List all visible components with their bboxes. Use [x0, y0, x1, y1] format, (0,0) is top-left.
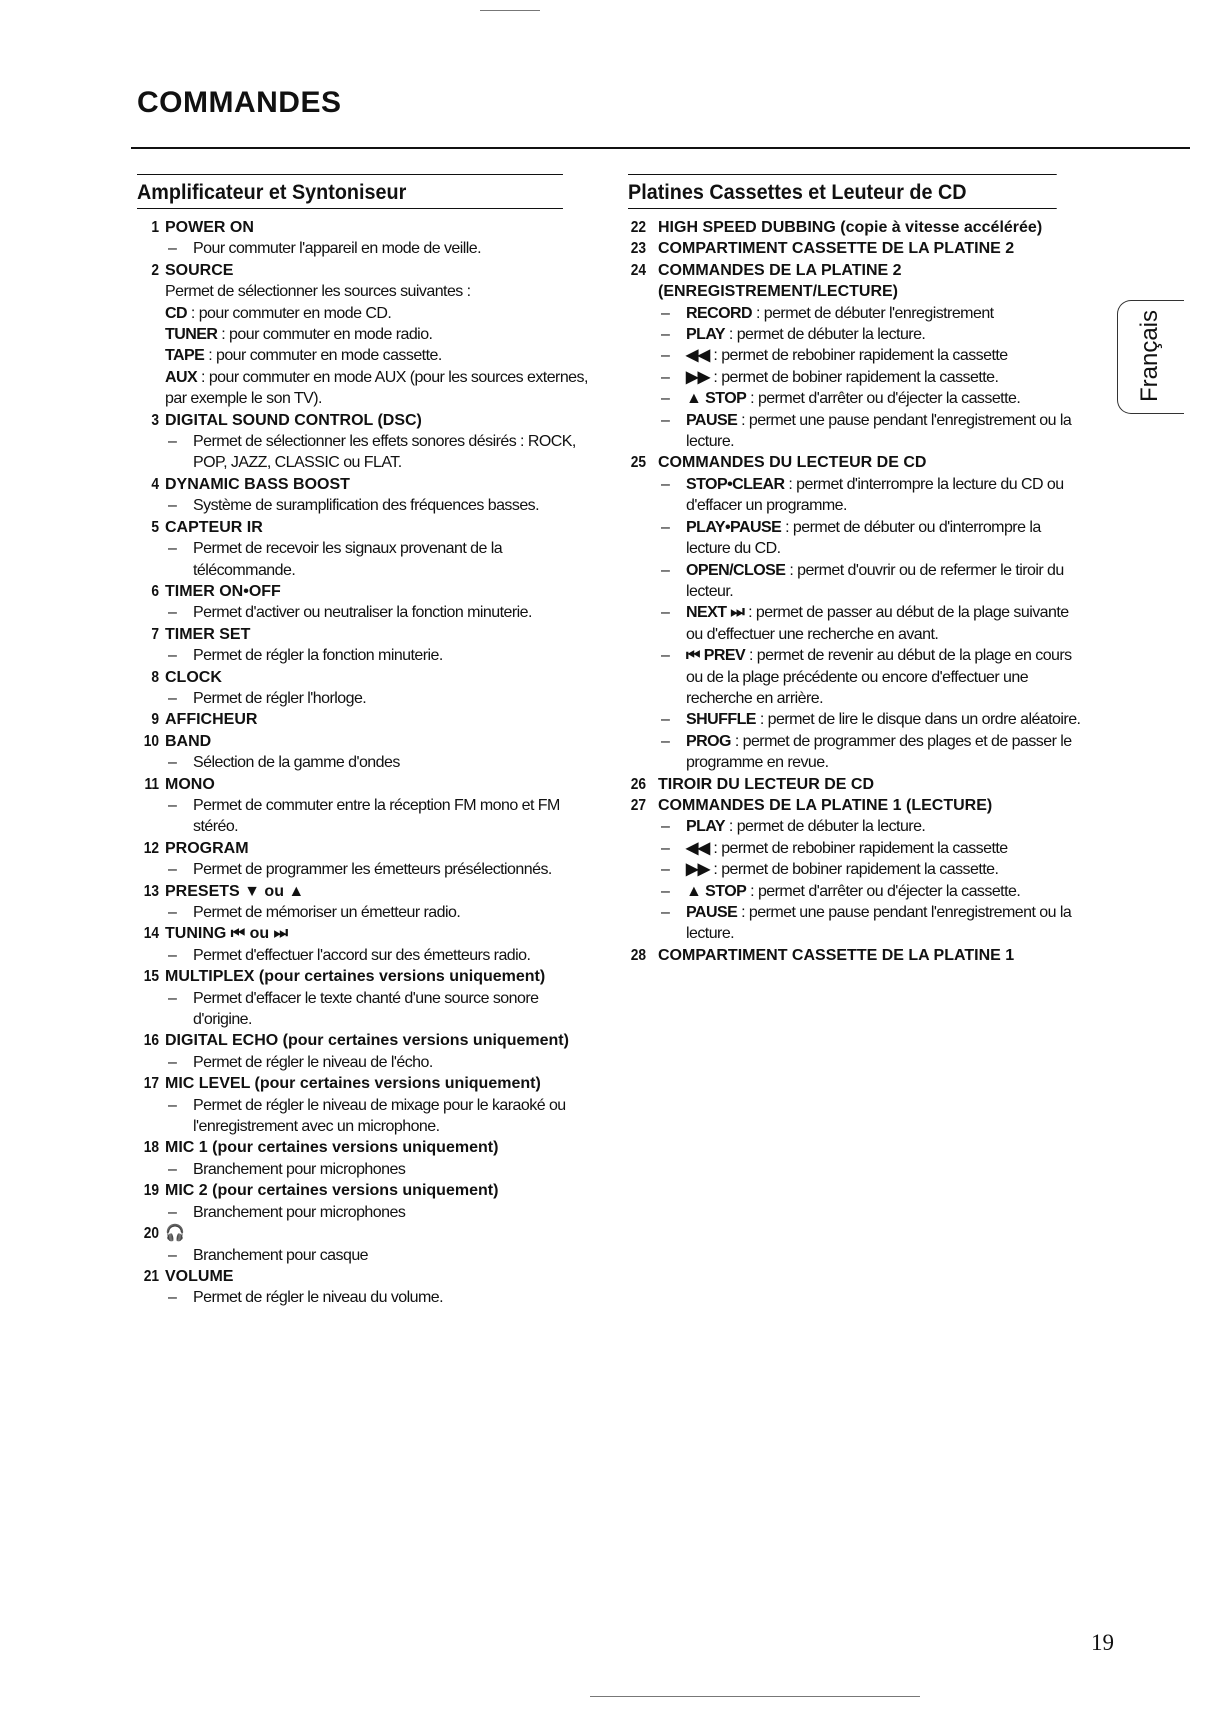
command-item [137, 581, 600, 624]
command-item [628, 238, 1094, 259]
description-bullet [165, 945, 600, 966]
description-text: Permet de régler le niveau de l'écho. [193, 1053, 433, 1071]
description-bullet [658, 902, 1094, 923]
item-number: 8 [151, 668, 159, 686]
item-title: COMMANDES DE LA PLATINE 2 [658, 261, 902, 279]
description-text: Permet de régler la fonction minuterie. [193, 647, 443, 665]
item-number: 15 [143, 968, 159, 986]
dash-marker: – [661, 326, 670, 344]
description-text: Permet de recevoir les signaux provenant de la [193, 540, 503, 558]
dash-marker: – [168, 497, 177, 515]
description-text: : permet de rebobiner rapidement la cassette [709, 347, 1008, 365]
description-text: Permet de régler le niveau de mixage pour le karaoké ou [193, 1096, 566, 1114]
description-text: Pour commuter l'appareil en mode de veille. [193, 240, 482, 258]
control-label: CD [165, 304, 188, 322]
dash-marker: – [168, 861, 177, 879]
control-label: ⏮ PREV [686, 647, 746, 665]
item-number: 24 [630, 261, 646, 279]
description-bullet [165, 602, 600, 623]
description-text: lecture. [686, 925, 735, 943]
item-number: 23 [630, 240, 646, 258]
command-item [628, 260, 1094, 453]
right-item-list [628, 217, 1094, 966]
command-item [137, 667, 600, 710]
dash-marker: – [168, 1053, 177, 1071]
description-continuation [658, 495, 1094, 516]
dash-marker: – [661, 475, 670, 493]
command-item [628, 452, 1094, 773]
control-label: PAUSE [686, 411, 738, 429]
description-bullet [658, 367, 1094, 388]
item-number: 3 [151, 411, 159, 429]
item-title: MIC 1 (pour certaines versions uniquement) [165, 1139, 499, 1157]
dash-marker: – [661, 647, 670, 665]
control-label: PAUSE [686, 904, 738, 921]
control-label: PLAY [686, 326, 726, 344]
dash-marker: – [168, 240, 177, 258]
command-item [137, 709, 600, 730]
description-text: d'origine. [193, 1011, 252, 1029]
description-text: ou de la plage précédente ou encore d'effectuer une [686, 668, 1029, 686]
description-text: recherche en arrière. [686, 689, 823, 707]
item-number: 13 [143, 882, 159, 900]
description-text: Permet d'effectuer l'accord sur des émetteurs radio. [193, 946, 531, 964]
item-title-continuation: (ENREGISTREMENT/LECTURE) [658, 283, 898, 301]
description-continuation [165, 452, 600, 473]
item-title: COMMANDES DU LECTEUR DE CD [658, 454, 927, 472]
description-continuation [658, 431, 1094, 452]
description-text: : pour commuter en mode CD. [187, 304, 392, 322]
description-text: programme en revue. [686, 754, 829, 772]
item-number: 6 [151, 582, 159, 600]
description-text: : pour commuter en mode cassette. [204, 347, 442, 365]
command-item [137, 731, 600, 774]
description-text: : pour commuter en mode radio. [217, 326, 433, 344]
description-continuation [165, 816, 600, 837]
item-number: 16 [143, 1032, 159, 1050]
dash-marker: – [661, 818, 670, 836]
item-number: 17 [143, 1075, 159, 1093]
description-text: Sélection de la gamme d'ondes [193, 754, 400, 772]
description-text: Permet d'effacer le texte chanté d'une source sonore [193, 989, 539, 1007]
description-line [165, 281, 600, 302]
description-text: : permet d'arrêter ou d'éjecter la cassette. [746, 882, 1021, 900]
description-text: Branchement pour casque [193, 1246, 369, 1264]
dash-marker: – [168, 540, 177, 558]
item-title: TIROIR DU LECTEUR DE CD [658, 775, 874, 793]
item-number: 18 [143, 1139, 159, 1157]
description-bullet [165, 538, 600, 559]
item-number: 9 [151, 711, 159, 729]
dash-marker: – [661, 390, 670, 408]
control-label: PLAY [686, 818, 726, 836]
description-text: Permet de mémoriser un émetteur radio. [193, 904, 461, 921]
description-bullet [165, 688, 600, 709]
command-item [137, 410, 600, 474]
dash-marker: – [661, 368, 670, 386]
description-text: lecture du CD. [686, 540, 781, 558]
description-bullet [165, 795, 600, 816]
description-bullet [165, 902, 600, 923]
description-text: : permet une pause pendant l'enregistrement ou la [737, 411, 1072, 429]
item-title: PRESETS ▼ ou ▲ [165, 882, 305, 900]
dash-marker: – [168, 946, 177, 964]
description-text: Permet de régler l'horloge. [193, 689, 367, 707]
item-number: 20 [143, 1225, 159, 1243]
title-rule [131, 147, 1190, 149]
left-column [137, 174, 600, 1309]
description-continuation [165, 1009, 600, 1030]
description-bullet [658, 859, 1094, 880]
command-item [137, 1030, 600, 1073]
description-text: : permet de passer au début de la plage suivante [744, 604, 1069, 622]
description-text: Permet de programmer les émetteurs présélectionnés. [193, 861, 552, 879]
command-item [137, 1137, 600, 1180]
right-column [628, 174, 1094, 966]
dash-marker: – [661, 882, 670, 900]
description-continuation [658, 688, 1094, 709]
item-title: POWER ON [165, 219, 254, 236]
dash-marker: – [661, 861, 670, 879]
description-bullet [165, 752, 600, 773]
item-title: COMMANDES DE LA PLATINE 1 (LECTURE) [658, 796, 993, 814]
command-item [137, 1180, 600, 1223]
control-label: SHUFFLE [686, 711, 756, 729]
dash-marker: – [661, 604, 670, 622]
description-bullet [658, 709, 1094, 730]
description-text: : permet de débuter ou d'interrompre la [781, 518, 1041, 536]
description-text: lecteur. [686, 582, 734, 600]
dash-marker: – [661, 711, 670, 729]
item-title: CLOCK [165, 668, 222, 686]
item-number: 25 [630, 454, 646, 472]
description-bullet [658, 388, 1094, 409]
description-bullet [658, 731, 1094, 752]
description-text: lecture. [686, 433, 735, 451]
dash-marker: – [168, 754, 177, 772]
description-text: : permet de bobiner rapidement la cassette. [709, 861, 999, 879]
item-number: 27 [630, 796, 646, 814]
description-line [165, 388, 600, 409]
description-text: d'effacer un programme. [686, 497, 847, 515]
dash-marker: – [168, 1203, 177, 1221]
dash-marker: – [168, 1289, 177, 1307]
description-text: Permet de sélectionner les sources suivantes : [165, 283, 471, 301]
command-item [137, 774, 600, 838]
description-text: Système de suramplification des fréquences basses. [193, 497, 540, 515]
command-item [137, 838, 600, 881]
dash-marker: – [168, 604, 177, 622]
description-text: : permet de rebobiner rapidement la cassette [709, 839, 1008, 857]
item-number: 4 [151, 475, 159, 493]
dash-marker: – [168, 1160, 177, 1178]
item-number: 21 [143, 1267, 159, 1285]
item-number: 26 [630, 775, 646, 793]
description-bullet [658, 517, 1094, 538]
item-title: COMPARTIMENT CASSETTE DE LA PLATINE 2 [658, 240, 1015, 258]
description-bullet [165, 1245, 600, 1266]
description-text: : permet une pause pendant l'enregistrement ou la [737, 904, 1072, 921]
description-continuation [658, 923, 1094, 944]
description-bullet [658, 560, 1094, 581]
item-number: 1 [151, 219, 159, 236]
item-number: 12 [143, 839, 159, 857]
scan-artifact [480, 10, 540, 11]
command-item [628, 217, 1094, 238]
item-number: 11 [144, 775, 159, 793]
description-text: Branchement pour microphones [193, 1203, 406, 1221]
item-title: DIGITAL SOUND CONTROL (DSC) [165, 411, 422, 429]
description-text: : permet de programmer des plages et de passer le [730, 732, 1072, 750]
description-text: : permet d'arrêter ou d'éjecter la cassette. [746, 390, 1021, 408]
dash-marker: – [168, 433, 177, 451]
description-bullet [658, 816, 1094, 837]
item-title: DIGITAL ECHO (pour certaines versions uniquement) [165, 1032, 569, 1050]
command-item [137, 517, 600, 581]
description-bullet [658, 324, 1094, 345]
description-text: : permet de bobiner rapidement la cassette. [709, 368, 999, 386]
page-title: COMMANDES [137, 86, 342, 119]
description-text: : permet de débuter la lecture. [725, 326, 926, 344]
command-item [137, 217, 600, 260]
item-title: DYNAMIC BASS BOOST [165, 475, 350, 493]
description-continuation [658, 752, 1094, 773]
description-bullet [165, 1052, 600, 1073]
control-label: TUNER [165, 326, 218, 344]
item-number: 5 [151, 518, 159, 536]
description-text: : permet de lire le disque dans un ordre aléatoire. [755, 711, 1081, 729]
description-line [165, 367, 600, 388]
description-text: par exemple le son TV). [165, 390, 322, 408]
description-text: Permet de régler le niveau du volume. [193, 1289, 444, 1307]
item-title: TUNING ⏮ ou ⏭ [165, 925, 289, 943]
command-item [137, 260, 600, 410]
command-item [137, 966, 600, 1030]
item-title: PROGRAM [165, 839, 249, 857]
control-label: PLAY•PAUSE [686, 518, 782, 536]
description-bullet [165, 988, 600, 1009]
item-number: 10 [143, 732, 159, 750]
description-bullet [165, 238, 600, 259]
description-text: : permet d'interrompre la lecture du CD ou [784, 475, 1064, 493]
description-text: stéréo. [193, 818, 239, 836]
description-bullet [658, 645, 1094, 666]
description-text: : permet d'ouvrir ou de refermer le tiroir du [785, 561, 1064, 579]
dash-marker: – [661, 304, 670, 322]
section-heading-amplifier: Amplificateur et Syntoniseur [137, 174, 563, 209]
control-label: STOP•CLEAR [686, 475, 785, 493]
item-title: COMPARTIMENT CASSETTE DE LA PLATINE 1 [658, 946, 1015, 964]
dash-marker: – [168, 1246, 177, 1264]
description-bullet [658, 838, 1094, 859]
description-continuation [658, 624, 1094, 645]
description-bullet [658, 602, 1094, 623]
description-bullet [165, 1202, 600, 1223]
command-item [137, 1073, 600, 1137]
item-title: VOLUME [165, 1267, 234, 1285]
item-number: 28 [630, 946, 646, 964]
item-title: BAND [165, 732, 212, 750]
item-title: AFFICHEUR [165, 711, 258, 729]
item-number: 14 [143, 925, 159, 943]
command-item [137, 474, 600, 517]
dash-marker: – [661, 347, 670, 365]
description-text: télécommande. [193, 561, 296, 579]
control-label: ▲ STOP [686, 390, 747, 408]
left-item-list [137, 217, 600, 1309]
language-tab-label: Français [1136, 309, 1163, 403]
dash-marker: – [661, 411, 670, 429]
control-label: PROG [686, 732, 731, 750]
command-item [137, 1266, 600, 1309]
description-bullet [165, 431, 600, 452]
control-label: NEXT ⏭ [686, 604, 745, 622]
dash-marker: – [661, 904, 670, 921]
description-text: : permet de débuter la lecture. [725, 818, 926, 836]
description-text: ou d'effectuer une recherche en avant. [686, 625, 939, 643]
description-text: l'enregistrement avec un microphone. [193, 1118, 440, 1136]
description-text: Branchement pour microphones [193, 1160, 406, 1178]
control-label: ◀◀ [686, 839, 710, 857]
control-label: ▶▶ [686, 861, 710, 879]
dash-marker: – [168, 689, 177, 707]
description-bullet [658, 474, 1094, 495]
item-number: 19 [143, 1182, 159, 1200]
control-label: TAPE [165, 347, 205, 365]
item-number: 7 [151, 625, 159, 643]
description-continuation [658, 538, 1094, 559]
description-bullet [165, 495, 600, 516]
item-title: TIMER SET [165, 625, 251, 643]
dash-marker: – [168, 904, 177, 921]
control-label: ▶▶ [686, 368, 710, 386]
dash-marker: – [168, 796, 177, 814]
page-number: 19 [1091, 1630, 1114, 1655]
command-item [137, 624, 600, 667]
description-text: Permet de sélectionner les effets sonores désirés : ROCK, [193, 433, 576, 451]
item-title: MONO [165, 775, 215, 793]
command-item [628, 945, 1094, 966]
section-heading-cassette-cd: Platines Cassettes et Leuteur de CD [628, 174, 1057, 209]
description-bullet [658, 303, 1094, 324]
control-label: ▲ STOP [686, 882, 747, 900]
description-bullet [165, 1095, 600, 1116]
description-line [165, 345, 600, 366]
control-label: OPEN/CLOSE [686, 561, 786, 579]
description-bullet [165, 1159, 600, 1180]
dash-marker: – [661, 839, 670, 857]
description-text: : pour commuter en mode AUX (pour les sources externes, [197, 368, 588, 386]
command-item [137, 881, 600, 924]
item-title: CAPTEUR IR [165, 518, 263, 536]
description-bullet [165, 645, 600, 666]
dash-marker: – [661, 732, 670, 750]
description-text: POP, JAZZ, CLASSIC ou FLAT. [193, 454, 402, 472]
description-bullet [658, 881, 1094, 902]
item-number: 22 [630, 219, 646, 236]
item-title: HIGH SPEED DUBBING (copie à vitesse accélérée) [658, 219, 1043, 236]
description-text: : permet de débuter l'enregistrement [752, 304, 994, 322]
item-title: MIC 2 (pour certaines versions uniquement) [165, 1182, 499, 1200]
command-item [628, 795, 1094, 945]
description-text: : permet de revenir au début de la plage en cours [745, 647, 1072, 665]
description-bullet [658, 345, 1094, 366]
item-title: SOURCE [165, 261, 234, 279]
item-title: MIC LEVEL (pour certaines versions uniquement) [165, 1075, 541, 1093]
description-line [165, 303, 600, 324]
command-item [628, 774, 1094, 795]
description-line [165, 324, 600, 345]
dash-marker: – [168, 647, 177, 665]
scan-artifact [590, 1696, 920, 1697]
description-bullet [165, 859, 600, 880]
description-continuation [165, 1116, 600, 1137]
description-text: Permet d'activer ou neutraliser la fonction minuterie. [193, 604, 532, 622]
description-continuation [658, 667, 1094, 688]
item-title: TIMER ON•OFF [165, 582, 281, 600]
description-bullet [165, 1287, 600, 1308]
item-title: MULTIPLEX (pour certaines versions uniquement) [165, 968, 546, 986]
dash-marker: – [661, 561, 670, 579]
control-label: ◀◀ [686, 347, 710, 365]
control-label: AUX [165, 368, 198, 386]
description-text: Permet de commuter entre la réception FM mono et FM [193, 796, 560, 814]
description-continuation [658, 581, 1094, 602]
item-number: 2 [151, 261, 159, 279]
description-continuation [165, 560, 600, 581]
dash-marker: – [168, 1096, 177, 1114]
control-label: RECORD [686, 304, 753, 322]
item-title: 🎧 [165, 1225, 185, 1243]
description-bullet [658, 410, 1094, 431]
dash-marker: – [168, 989, 177, 1007]
command-item [137, 923, 600, 966]
dash-marker: – [661, 518, 670, 536]
command-item [137, 1223, 600, 1266]
